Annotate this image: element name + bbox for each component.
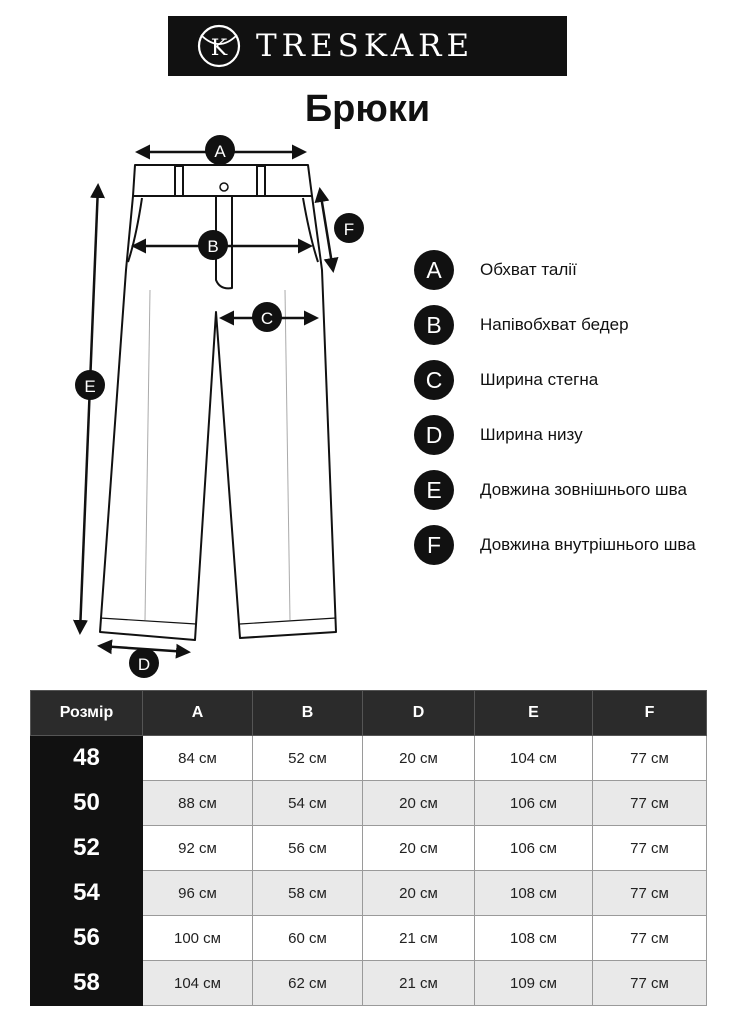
legend-text: Ширина стегна [480,370,599,389]
column-header-f: F [593,691,707,736]
legend-item [414,415,583,455]
column-header-a: A [143,691,253,736]
measure-a-label: A [214,142,226,161]
measure-e-label: E [84,377,96,396]
table-cell: 104 см [143,961,253,1006]
column-header-size: Розмір [31,691,143,736]
table-cell: 77 см [593,916,707,961]
legend-badge: C [414,360,454,400]
size-cell: 58 [31,961,143,1006]
table-cell: 106 см [475,781,593,826]
column-header-e: E [475,691,593,736]
table-cell: 56 см [253,826,363,871]
table-cell: 62 см [253,961,363,1006]
table-cell: 77 см [593,871,707,916]
table-cell: 20 см [363,736,475,781]
legend-text: Обхват талії [480,260,577,279]
table-cell: 100 см [143,916,253,961]
legend-text: Довжина зовнішнього шва [480,480,687,499]
legend-badge: B [414,305,454,345]
legend-item [414,305,629,345]
measure-b-label: B [207,237,219,256]
table-cell: 84 см [143,736,253,781]
size-table [30,690,707,1006]
table-cell: 60 см [253,916,363,961]
brand-name: TRESKARE [256,28,475,64]
measure-e [75,186,105,632]
legend-item [414,250,577,290]
waist-button-icon [220,183,228,191]
legend-text: Довжина внутрішнього шва [480,535,696,554]
table-cell: 77 см [593,961,707,1006]
table-cell: 109 см [475,961,593,1006]
table-cell: 92 см [143,826,253,871]
size-cell: 52 [31,826,143,871]
measure-b [134,230,310,260]
page-title: Брюки [304,88,431,130]
column-header-b: B [253,691,363,736]
legend-item [414,525,696,565]
table-cell: 77 см [593,826,707,871]
table-cell: 77 см [593,736,707,781]
measure-c-label: C [260,309,274,328]
table-cell: 96 см [143,871,253,916]
size-cell: 50 [31,781,143,826]
legend-badge: A [414,250,454,290]
table-row [31,736,707,781]
table-cell: 108 см [475,916,593,961]
legend-text: Ширина низу [480,425,583,444]
table-row [31,916,707,961]
legend-badge: D [414,415,454,455]
size-cell: 56 [31,916,143,961]
table-cell: 20 см [363,871,475,916]
table-cell: 21 см [363,916,475,961]
table-cell: 52 см [253,736,363,781]
measure-d [100,646,188,678]
table-cell: 54 см [253,781,363,826]
table-cell: 20 см [363,826,475,871]
table-cell: 21 см [363,961,475,1006]
table-cell: 106 см [475,826,593,871]
legend-badge: E [414,470,454,510]
measure-d-label: D [137,655,151,674]
table-cell: 58 см [253,871,363,916]
size-cell: 48 [31,736,143,781]
table-cell: 20 см [363,781,475,826]
legend-badge: F [414,525,454,565]
table-cell: 108 см [475,871,593,916]
table-header-row [31,691,707,736]
column-header-d: D [363,691,475,736]
table-row [31,961,707,1006]
measure-c [222,302,316,332]
legend-item [414,470,687,510]
measure-f [320,190,364,270]
brand-mark-letter: K [210,36,228,61]
measure-f-label: F [343,220,355,239]
table-cell: 88 см [143,781,253,826]
size-cell: 54 [31,871,143,916]
table-row [31,781,707,826]
table-cell: 104 см [475,736,593,781]
measure-a [138,135,304,165]
legend-item [414,360,598,400]
legend-text: Напівобхват бедер [480,315,629,334]
table-row [31,826,707,871]
table-cell: 77 см [593,781,707,826]
table-row [31,871,707,916]
